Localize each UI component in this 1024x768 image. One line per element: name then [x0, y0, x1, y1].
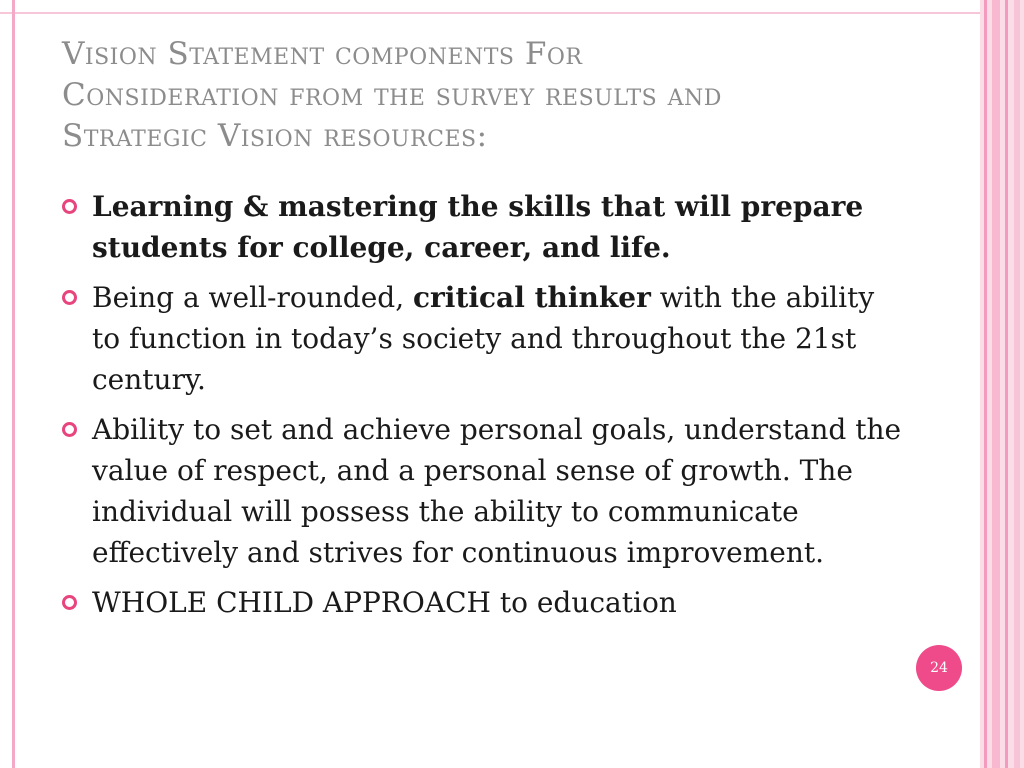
bullet-text-bold: Learning & mastering the skills that will prepare students for college, career, and life. [92, 190, 864, 264]
bullet-text-bold: critical thinker [413, 281, 651, 314]
page-number-badge: 24 [916, 645, 962, 691]
bullet-item [62, 277, 902, 400]
bullet-item [62, 186, 902, 268]
title-line: Consideration from the survey results and [62, 77, 722, 113]
bullet-item [62, 409, 902, 573]
bullet-text: Ability to set and achieve personal goals, understand the value of respect, and a personal sense of growth. The individual will possess the ability to communicate effectively and strives for continuous improvement. [92, 413, 902, 569]
bullet-text: WHOLE CHILD APPROACH to education [92, 586, 677, 619]
band-stripe [1014, 0, 1020, 768]
band-stripe [992, 0, 1000, 768]
right-decorative-band [980, 0, 1024, 768]
top-border-line [0, 12, 980, 14]
slide-title [62, 34, 922, 157]
ring-bullet-icon [62, 290, 77, 305]
title-line: Vision Statement components For [62, 36, 583, 72]
band-stripe [984, 0, 987, 768]
ring-bullet-icon [62, 199, 77, 214]
bullet-item [62, 582, 902, 623]
bullet-text: with the ability to function in today’s society and throughout the 21st century. [92, 281, 875, 396]
left-border-line [12, 0, 15, 768]
band-stripe [1005, 0, 1008, 768]
bullet-list [62, 186, 902, 632]
ring-bullet-icon [62, 422, 77, 437]
ring-bullet-icon [62, 595, 77, 610]
title-line: Strategic Vision resources: [62, 118, 488, 154]
bullet-text: Being a well-rounded, [92, 281, 413, 314]
